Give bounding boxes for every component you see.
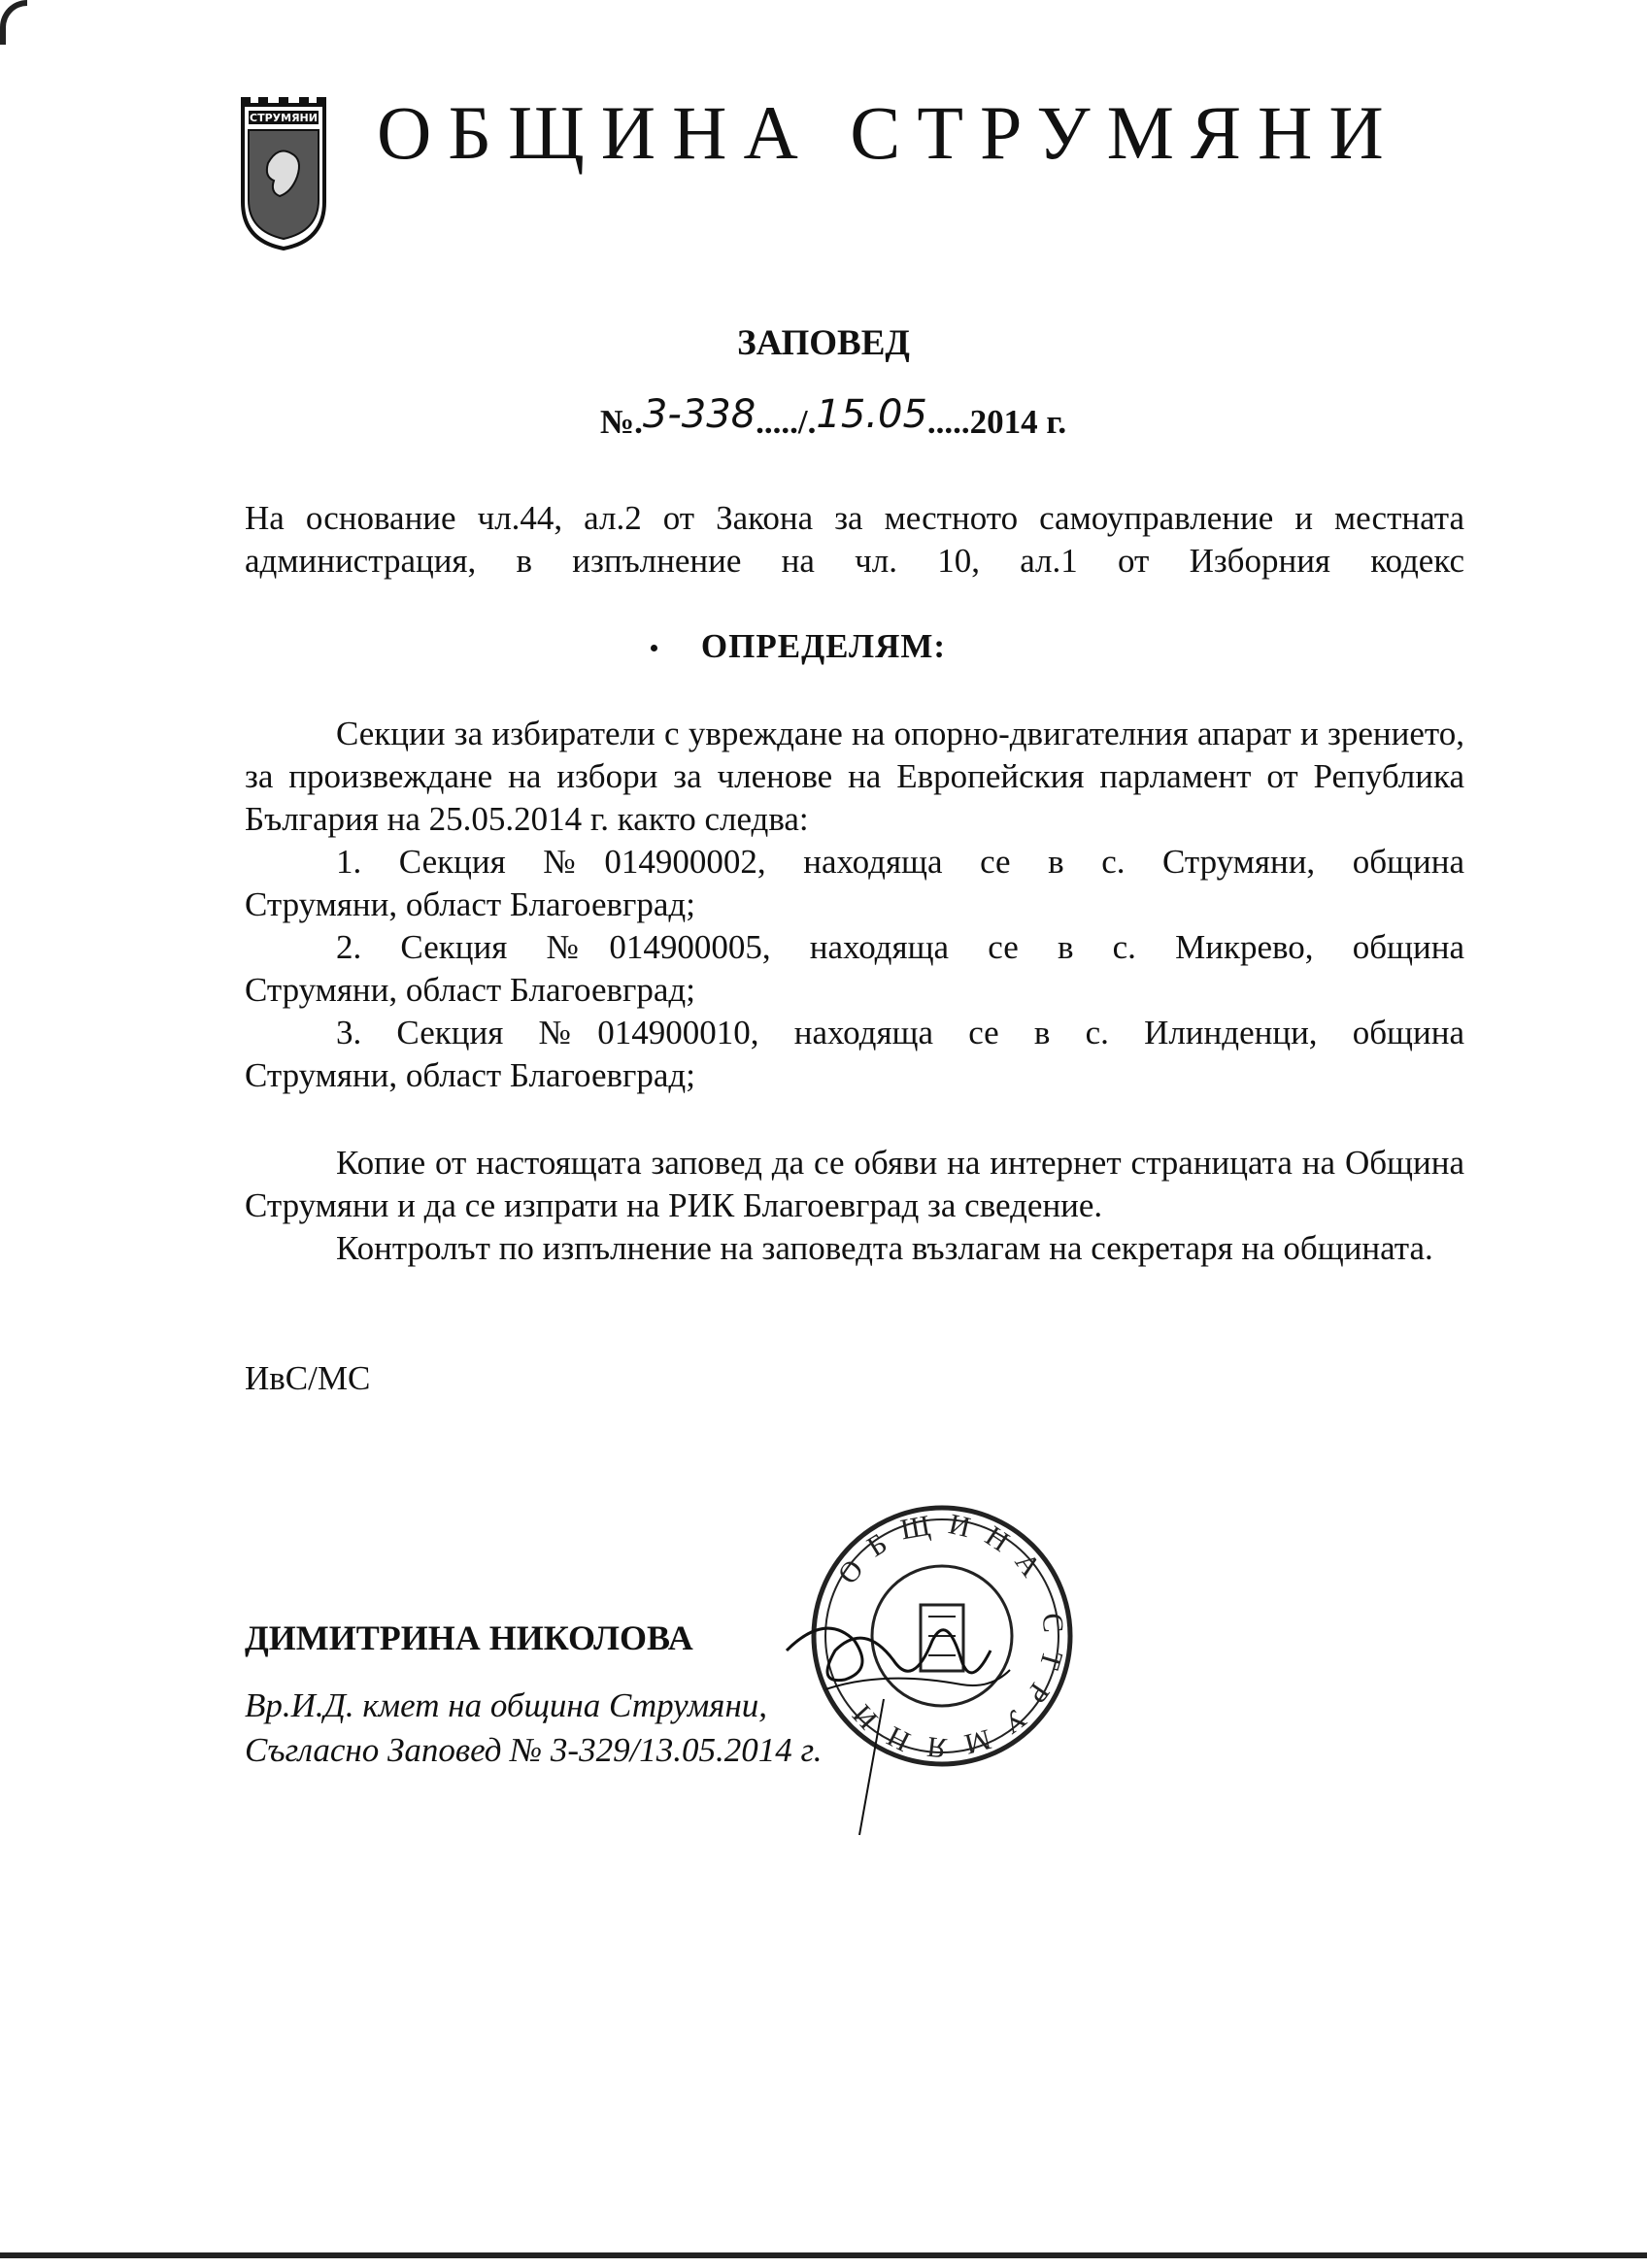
order-title: ЗАПОВЕД [737,323,910,363]
signer-authority: Съгласно Заповед № 3-329/13.05.2014 г. [245,1731,823,1769]
number-prefix: № [600,403,635,441]
scan-corner-mark [0,0,27,45]
section-item [245,841,1464,926]
section-list [245,841,1464,1097]
section-item [245,926,1464,1012]
legal-basis-paragraph [245,497,1464,583]
control-paragraph: Контролът по изпълнение на заповедта възлагам на секретаря на общината. [336,1229,1433,1267]
crest-lettering: СТРУМЯНИ [250,112,318,124]
legal-basis-text: На основание чл.44, ал.2 от Закона за местното самоуправление и местната администрация, в изпълнение на чл. 10, ал.1 от Изборния кодекс [245,499,1464,580]
handwritten-order-date: 15.05 [816,392,927,437]
publication-paragraph: Копие от настоящата заповед да се обяви на интернет страницата на Община Струмяни и да се изпрати на РИК Благоевград за сведение. [245,1144,1464,1224]
handwritten-order-number: 3-338 [642,392,756,437]
section-item-second-line: Струмяни, област Благоевград; [245,885,695,923]
number-dots-1: . [634,403,643,441]
section-item-second-line: Струмяни, област Благоевград; [245,1056,695,1094]
signer-name: ДИМИТРИНА НИКОЛОВА [245,1618,693,1657]
stamp-text: ОБЩИНА СТРУМЯНИ [831,1506,1070,1765]
order-number [600,392,1067,443]
section-item-second-line: Струмяни, област Благоевград; [245,971,695,1009]
section-item-first-line: 1. Секция №014900002, находяща се в с. Струмяни, община [336,843,1464,881]
number-dots-2: ...../. [756,403,817,441]
intro-paragraph: Секции за избиратели с увреждане на опорно-двигателния апарат и зрението, за произвеждане на избори за членове на Европейския парламент от Република България на 25.05.2014 г. както следва: [245,715,1464,838]
municipality-crest-icon [235,95,332,250]
signer-title [245,1684,823,1773]
section-item [245,1012,1464,1097]
number-dots-3: ..... [926,403,970,441]
scan-bottom-edge [0,2252,1647,2258]
initials: ИвС/МС [245,1359,371,1397]
signer-position: Вр.И.Д. кмет на община Струмяни, [245,1686,768,1724]
municipality-name: ОБЩИНА СТРУМЯНИ [377,90,1400,175]
determine-heading: ОПРЕДЕЛЯМ: [700,627,947,665]
section-item-first-line: 2. Секция №014900005, находяща се в с. Микрево, община [336,928,1464,966]
order-year: 2014 г. [969,403,1067,441]
section-item-first-line: 3. Секция №014900010, находяща се в с. Илинденци, община [336,1014,1464,1051]
